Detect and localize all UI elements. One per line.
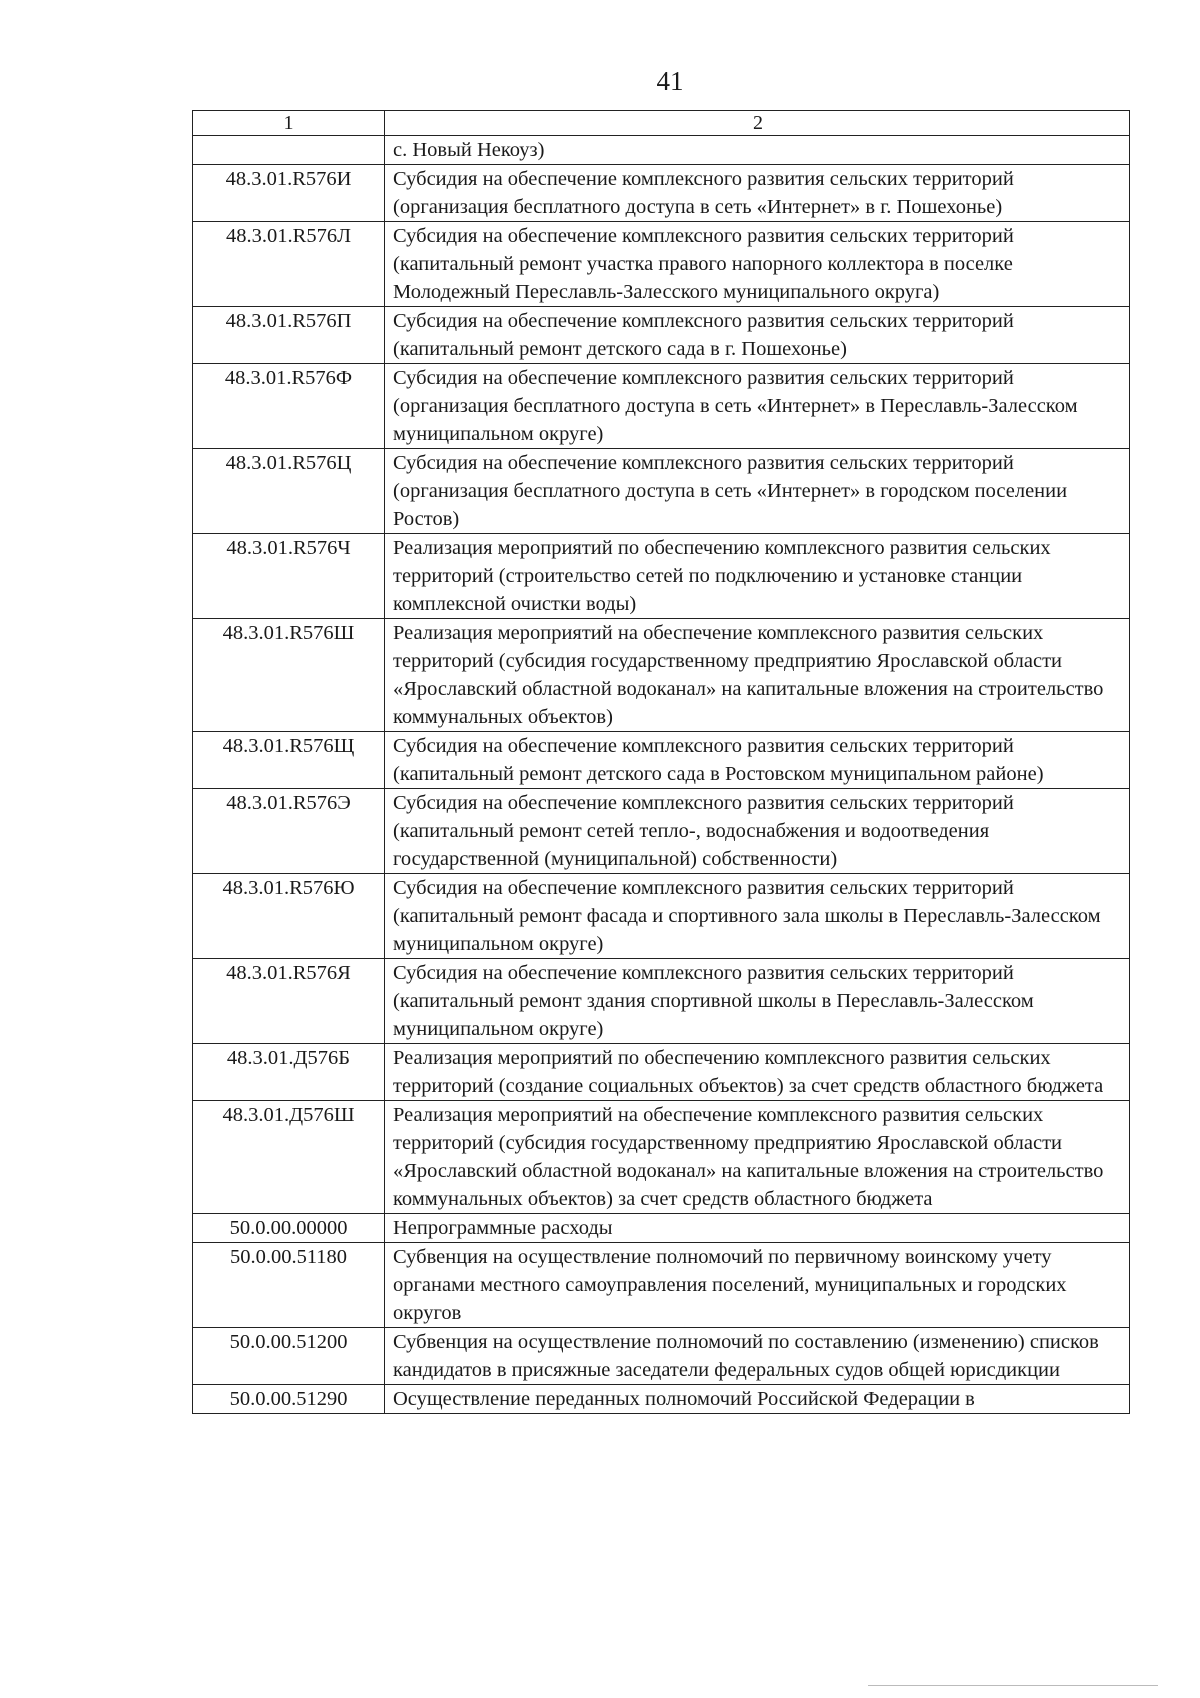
table-row [193, 534, 1130, 619]
table-row [193, 1385, 1130, 1414]
row-code: 48.3.01.R576П [193, 307, 385, 364]
row-description: Субсидия на обеспечение комплексного развития сельских территорий (капитальный ремонт участка правого напорного коллектора в поселке Молодежный Переславль-Залесского муниципального округа) [385, 222, 1130, 307]
row-code: 48.3.01.R576Я [193, 959, 385, 1044]
row-description: Осуществление переданных полномочий Российской Федерации в [385, 1385, 1130, 1414]
row-description: Субсидия на обеспечение комплексного развития сельских территорий (капитальный ремонт здания спортивной школы в Переславль-Залесском муниципальном округе) [385, 959, 1130, 1044]
row-description: Субсидия на обеспечение комплексного развития сельских территорий (организация бесплатного доступа в сеть «Интернет» в Переславль-Залесском муниципальном округе) [385, 364, 1130, 449]
row-code: 48.3.01.R576Ш [193, 619, 385, 732]
row-description: Субсидия на обеспечение комплексного развития сельских территорий (организация бесплатного доступа в сеть «Интернет» в г. Пошехонье) [385, 165, 1130, 222]
table-row [193, 1044, 1130, 1101]
table-row [193, 449, 1130, 534]
row-description: Субсидия на обеспечение комплексного развития сельских территорий (капитальный ремонт детского сада в Ростовском муниципальном районе) [385, 732, 1130, 789]
table-row [193, 959, 1130, 1044]
table-row [193, 307, 1130, 364]
row-description: Реализация мероприятий на обеспечение комплексного развития сельских территорий (субсидия государственному предприятию Ярославской области «Ярославский областной водоканал» на капитальные вложения на строительство коммунальных объектов) за счет средств областного бюджета [385, 1101, 1130, 1214]
footer-divider [868, 1685, 1158, 1686]
table-row [193, 165, 1130, 222]
row-description: Субсидия на обеспечение комплексного развития сельских территорий (капитальный ремонт сетей тепло-, водоснабжения и водоотведения государственной (муниципальной) собственности) [385, 789, 1130, 874]
table-row [193, 732, 1130, 789]
row-description: Субвенция на осуществление полномочий по составлению (изменению) списков кандидатов в присяжные заседатели федеральных судов общей юрисдикции [385, 1328, 1130, 1385]
row-code: 50.0.00.51180 [193, 1243, 385, 1328]
row-description: Субсидия на обеспечение комплексного развития сельских территорий (организация бесплатного доступа в сеть «Интернет» в городском поселении Ростов) [385, 449, 1130, 534]
table-row [193, 1243, 1130, 1328]
row-description: Реализация мероприятий по обеспечению комплексного развития сельских территорий (строительство сетей по подключению и установке станции комплексной очистки воды) [385, 534, 1130, 619]
table-row [193, 1328, 1130, 1385]
row-code: 48.3.01.R576Ю [193, 874, 385, 959]
row-code: 48.3.01.R576Э [193, 789, 385, 874]
row-code: 48.3.01.Д576Б [193, 1044, 385, 1101]
row-code: 48.3.01.R576Щ [193, 732, 385, 789]
table-row [193, 1214, 1130, 1243]
table-row [193, 789, 1130, 874]
row-description: Субсидия на обеспечение комплексного развития сельских территорий (капитальный ремонт фасада и спортивного зала школы в Переславль-Залесском муниципальном округе) [385, 874, 1130, 959]
row-code: 50.0.00.51200 [193, 1328, 385, 1385]
row-code: 48.3.01.R576Ч [193, 534, 385, 619]
row-description: Субсидия на обеспечение комплексного развития сельских территорий (капитальный ремонт детского сада в г. Пошехонье) [385, 307, 1130, 364]
table-header-row [193, 111, 1130, 136]
column-header-2: 2 [385, 111, 1130, 136]
row-description: Реализация мероприятий по обеспечению комплексного развития сельских территорий (создание социальных объектов) за счет средств областного бюджета [385, 1044, 1130, 1101]
page-number: 41 [656, 66, 684, 96]
table-row [193, 364, 1130, 449]
row-description: Непрограммные расходы [385, 1214, 1130, 1243]
row-code [193, 136, 385, 165]
table-row [193, 222, 1130, 307]
row-code: 48.3.01.Д576Ш [193, 1101, 385, 1214]
row-description: с. Новый Некоуз) [385, 136, 1130, 165]
budget-code-table [192, 110, 1130, 1414]
row-description: Реализация мероприятий на обеспечение комплексного развития сельских территорий (субсидия государственному предприятию Ярославской области «Ярославский областной водоканал» на капитальные вложения на строительство коммунальных объектов) [385, 619, 1130, 732]
column-header-1: 1 [193, 111, 385, 136]
row-code: 50.0.00.00000 [193, 1214, 385, 1243]
row-code: 48.3.01.R576И [193, 165, 385, 222]
table-row [193, 874, 1130, 959]
row-code: 50.0.00.51290 [193, 1385, 385, 1414]
row-code: 48.3.01.R576Ц [193, 449, 385, 534]
row-code: 48.3.01.R576Ф [193, 364, 385, 449]
table-row [193, 136, 1130, 165]
row-description: Субвенция на осуществление полномочий по первичному воинскому учету органами местного самоуправления поселений, муниципальных и городских округов [385, 1243, 1130, 1328]
table-row [193, 619, 1130, 732]
table-row [193, 1101, 1130, 1214]
row-code: 48.3.01.R576Л [193, 222, 385, 307]
